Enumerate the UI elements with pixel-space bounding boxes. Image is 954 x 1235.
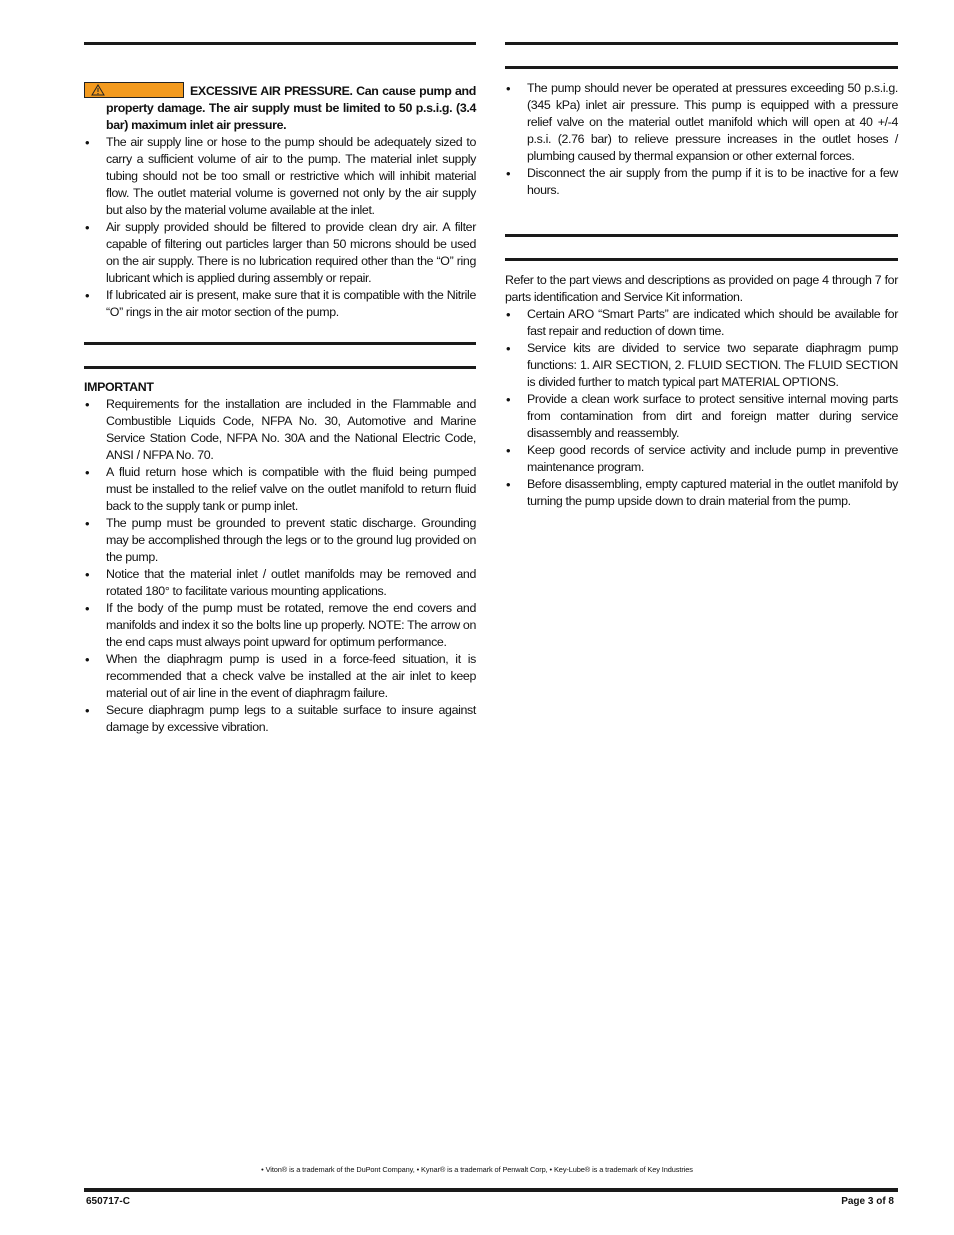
bullet-item: • Keep good records of service activity and include pump in preventive maintenance program. <box>505 442 898 476</box>
installation-section <box>84 379 476 736</box>
service-section <box>505 272 898 510</box>
bullet-item: • The pump should never be operated at pressures exceeding 50 p.s.i.g. (345 kPa) inlet air pressure. This pump is equipped with a pressure relief valve on the material outlet manifold which will open at 40 +/-4 p.s.i. (2.76 bar) to relieve pressure increases in the outlet hoses / plumbing caused by thermal expansion or other external forces. <box>505 80 898 165</box>
bullet-item: • Requirements for the installation are included in the Flammable and Combustible Liquids Code, NFPA No. 30, Automotive and Marine Service Station Code, NFPA No. 30A and the National Electric Code, ANSI / NFPA No. 70. <box>84 396 476 464</box>
bullet-item: • Secure diaphragm pump legs to a suitable surface to insure against damage by excessive vibration. <box>84 702 476 736</box>
installation-list <box>84 396 476 736</box>
section-rule <box>505 42 898 45</box>
section-rule <box>505 234 898 237</box>
warning-triangle-icon <box>91 84 105 96</box>
bullet-item: • When the diaphragm pump is used in a force-feed situation, it is recommended that a check valve be installed at the air inlet to keep material out of air line in the event of diaphragm failure. <box>84 651 476 702</box>
bullet-item: • Air supply provided should be filtered to provide clean dry air. A filter capable of filtering out particles larger than 50 microns should be used on the air supply. There is no lubrication required other than the “O” ring lubricant which is applied during assembly or repair. <box>84 219 476 287</box>
bullet-item: • Disconnect the air supply from the pump if it is to be inactive for a few hours. <box>505 165 898 199</box>
bullet-item: • Certain ARO “Smart Parts” are indicated which should be available for fast repair and reduction of down time. <box>505 306 898 340</box>
bullet-item: • The pump must be grounded to prevent static discharge. Grounding may be accomplished through the legs or to the ground lug provided on the pump. <box>84 515 476 566</box>
bullet-item: • Before disassembling, empty captured material in the outlet manifold by turning the pump upside down to drain material from the pump. <box>505 476 898 510</box>
document-number: 650717-C <box>86 1196 130 1207</box>
operation-section <box>505 80 898 199</box>
service-intro: Refer to the part views and descriptions as provided on page 4 through 7 for parts identification and Service Kit information. <box>505 273 898 304</box>
footer-rule <box>84 1188 898 1192</box>
section-rule <box>84 366 476 369</box>
page-number: Page 3 of 8 <box>841 1196 894 1207</box>
air-supply-list <box>84 134 476 321</box>
warning-notice <box>84 82 476 134</box>
warning-badge <box>84 82 184 98</box>
warning-text: EXCESSIVE AIR PRESSURE. Can cause pump and property damage. The air supply must be limited to 50 p.s.i.g. (3.4 bar) maximum inlet air pressure. <box>106 84 476 132</box>
section-rule <box>84 42 476 45</box>
bullet-item: • Provide a clean work surface to protect sensitive internal moving parts from contamination from dirt and foreign matter during service disassembly and reassembly. <box>505 391 898 442</box>
bullet-item: • A fluid return hose which is compatible with the fluid being pumped must be installed to the relief valve on the outlet manifold to return fluid back to the supply tank or pump inlet. <box>84 464 476 515</box>
section-rule <box>505 66 898 69</box>
bullet-item: • Notice that the material inlet / outlet manifolds may be removed and rotated 180° to facilitate various mounting applications. <box>84 566 476 600</box>
air-supply-section <box>84 82 476 321</box>
bullet-item: • The air supply line or hose to the pump should be adequately sized to carry a sufficient volume of air to the pump. The material inlet supply tubing should not be too small or restrictive which will inhibit material flow. The outlet material volume is governed not only by the air supply but also by the material volume available at the inlet. <box>84 134 476 219</box>
section-rule <box>505 258 898 261</box>
bullet-item: • If lubricated air is present, make sure that it is compatible with the Nitrile “O” rings in the air motor section of the pump. <box>84 287 476 321</box>
trademark-footnote: • Viton® is a trademark of the DuPont Company, • Kynar® is a trademark of Penwalt Corp, • Key-Lube® is a trademark of Key Industries <box>261 1165 693 1174</box>
section-rule <box>84 342 476 345</box>
bullet-item: • If the body of the pump must be rotated, remove the end covers and manifolds and index it so the bolts line up properly. NOTE: The arrow on the end caps must always point upward for optimum performance. <box>84 600 476 651</box>
service-list <box>505 306 898 510</box>
operation-list <box>505 80 898 199</box>
important-label: IMPORTANT <box>84 380 154 394</box>
bullet-item: • Service kits are divided to service two separate diaphragm pump functions: 1. AIR SECTION, 2. FLUID SECTION. The FLUID SECTION is divided further to match typical part MATERIAL OPTIONS. <box>505 340 898 391</box>
